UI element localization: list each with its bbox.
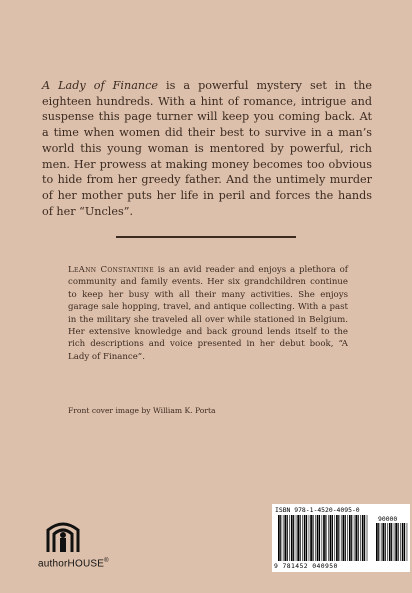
book-title: A Lady of Finance xyxy=(42,79,158,92)
author-name: LeAnn Constantine xyxy=(68,265,154,275)
registered-mark: ® xyxy=(104,558,109,564)
price-barcode-bars xyxy=(376,523,408,561)
ean-digits: 9 781452 040950 xyxy=(274,562,338,570)
author-bio xyxy=(68,264,348,363)
bio-text: is an avid reader and enjoys a plethora of community and family events. Her six grandchildren continue to keep her busy with all their many activities. She enjoys garage sale hopping, travel, and antique collecting. With a past in the military she traveled all over while stationed in Belgium. Her extensive knowledge and back ground lends itself to the rich descriptions and voice presented in her debut book, “A Lady of Finance”. xyxy=(68,265,348,362)
back-cover-blurb xyxy=(42,78,372,219)
ean-barcode-bars xyxy=(278,515,368,561)
price-code-label: 90000 xyxy=(378,515,398,523)
blurb-text: is a powerful mystery set in the eighteen hundreds. With a hint of romance, intrigue and suspense this page turner will keep you coming back. At a time when women did their best to survive in a man’s world this young woman is mentored by powerful, rich men. Her prowess at making money becomes too obvious to hide from her greedy father. And the untimely murder of her mother puts her life in peril and forces the hands of her “Uncles”. xyxy=(42,79,373,218)
divider-rule xyxy=(116,236,296,238)
cover-image-credit: Front cover image by William K. Porta xyxy=(68,406,216,415)
isbn-label: ISBN 978-1-4520-4095-0 xyxy=(275,506,360,514)
isbn-barcode xyxy=(272,504,410,572)
publisher-name: authorHOUSE® xyxy=(38,558,109,570)
